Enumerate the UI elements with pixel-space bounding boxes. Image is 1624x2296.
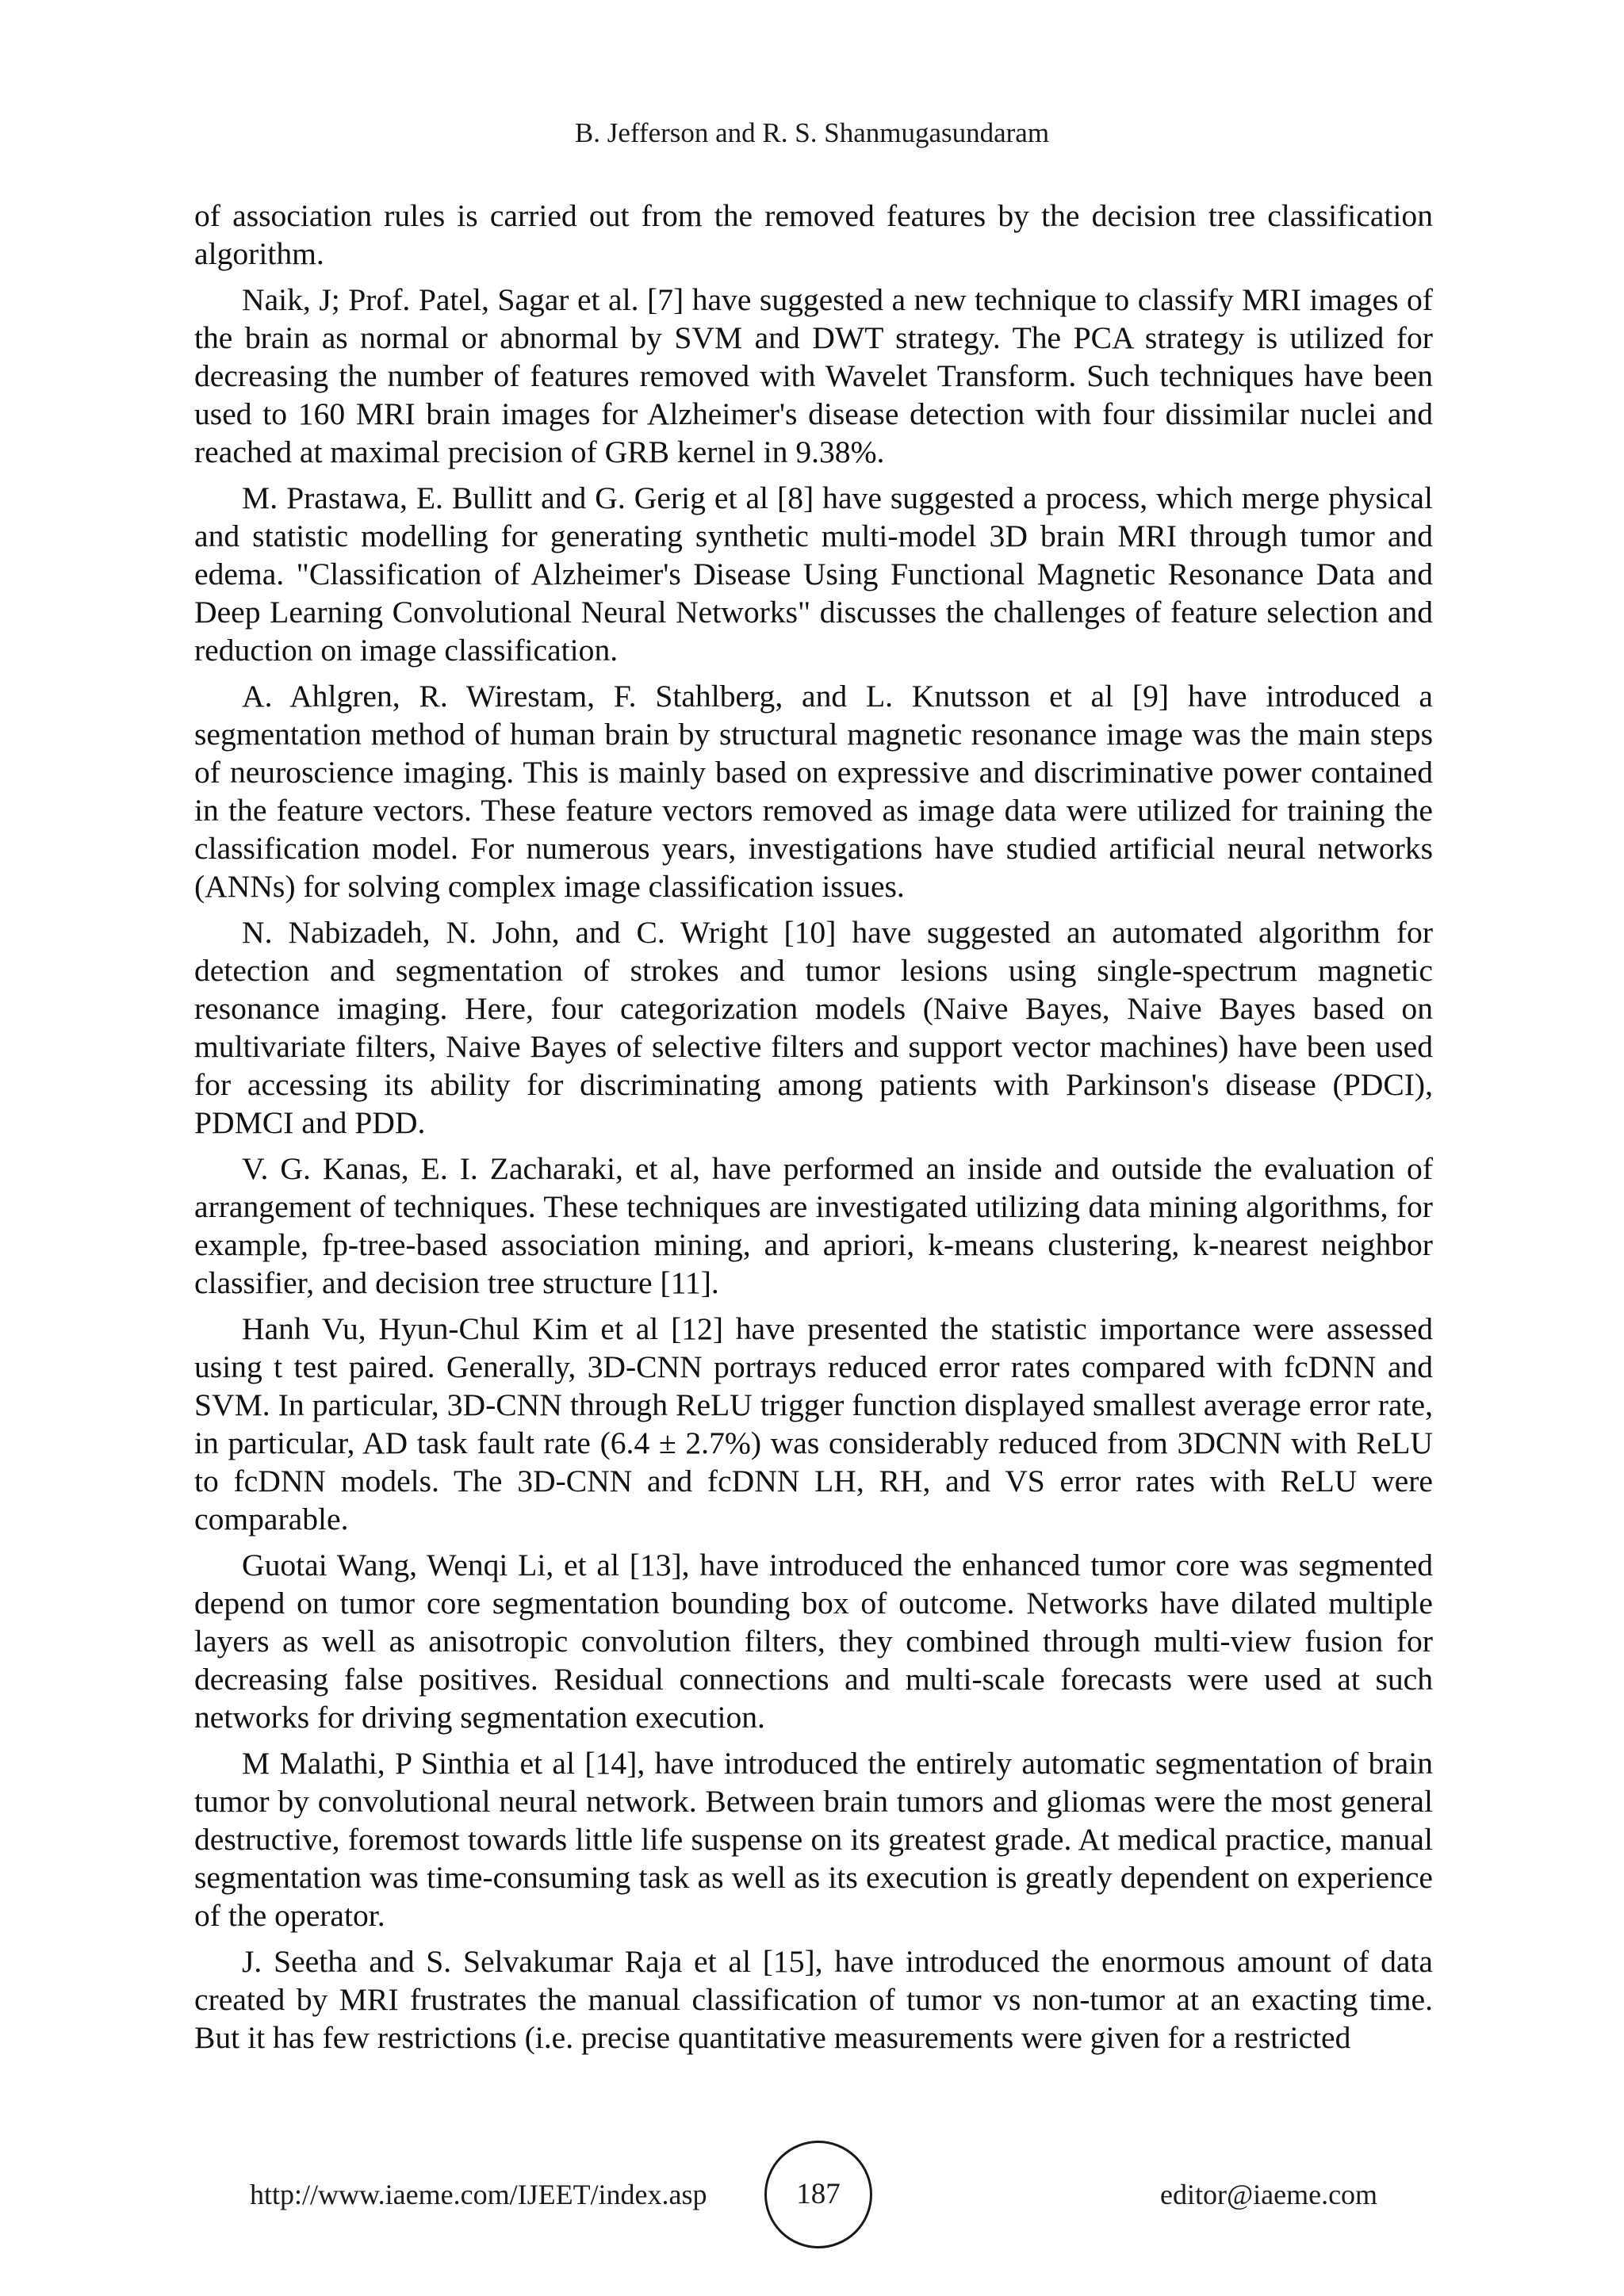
paragraph-ref-8: M. Prastawa, E. Bullitt and G. Gerig et al [8] have suggested a process, which merge physical and statistic modelling for generating synthetic multi-model 3D brain MRI through tumor and edema. "Classification of Alzheimer's Disease Using Functional Magnetic Resonance Data and Deep Learning Convolutional Neural Networks" discusses the challenges of feature selection and reduction on image classification. — [194, 480, 1433, 668]
footer-url-link[interactable]: http://www.iaeme.com/IJEET/index.asp — [250, 2179, 707, 2210]
page-number-badge: 187 — [764, 2141, 872, 2248]
article-body — [194, 197, 1433, 2064]
paragraph-ref-7: Naik, J; Prof. Patel, Sagar et al. [7] have suggested a new technique to classify MRI images of the brain as normal or abnormal by SVM and DWT strategy. The PCA strategy is utilized for decreasing the number of features removed with Wavelet Transform. Such techniques have been used to 160 MRI brain images for Alzheimer's disease detection with four dissimilar nuclei and reached at maximal precision of GRB kernel in 9.38%. — [194, 282, 1433, 469]
paragraph-ref-13: Guotai Wang, Wenqi Li, et al [13], have introduced the enhanced tumor core was segmented depend on tumor core segmentation bounding box of outcome. Networks have dilated multiple layers as well as anisotropic convolution filters, they combined through multi-view fusion for decreasing false positives. Residual connections and multi-scale forecasts were used at such networks for driving segmentation execution. — [194, 1548, 1433, 1735]
paragraph-ref-15: J. Seetha and S. Selvakumar Raja et al [15], have introduced the enormous amount of data created by MRI frustrates the manual classification of tumor vs non-tumor at an exacting time. But it has few restrictions (i.e. precise quantitative measurements were given for a restricted — [194, 1944, 1433, 2055]
paragraph-ref-9: A. Ahlgren, R. Wirestam, F. Stahlberg, and L. Knutsson et al [9] have introduced a segmentation method of human brain by structural magnetic resonance image was the main steps of neuroscience imaging. This is mainly based on expressive and discriminative power contained in the feature vectors. These feature vectors removed as image data were utilized for training the classification model. For numerous years, investigations have studied artificial neural networks (ANNs) for solving complex image classification issues. — [194, 679, 1433, 904]
paragraph-ref-10: N. Nabizadeh, N. John, and C. Wright [10] have suggested an automated algorithm for detection and segmentation of strokes and tumor lesions using single-spectrum magnetic resonance imaging. Here, four categorization models (Naive Bayes, Naive Bayes based on multivariate filters, Naive Bayes of selective filters and support vector machines) have been used for accessing its ability for discriminating among patients with Parkinson's disease (PDCI), PDMCI and PDD. — [194, 915, 1433, 1140]
page-footer — [0, 2141, 1624, 2252]
footer-email-link[interactable]: editor@iaeme.com — [1160, 2179, 1378, 2210]
paragraph-ref-12: Hanh Vu, Hyun-Chul Kim et al [12] have presented the statistic importance were assessed using t test paired. Generally, 3D-CNN portrays reduced error rates compared with fcDNN and SVM. In particular, 3D-CNN through ReLU trigger function displayed smallest average error rate, in particular, AD task fault rate (6.4 ± 2.7%) was considerably reduced from 3DCNN with ReLU to fcDNN models. The 3D-CNN and fcDNN LH, RH, and VS error rates with ReLU were comparable. — [194, 1311, 1433, 1536]
paragraph-ref-14: M Malathi, P Sinthia et al [14], have introduced the entirely automatic segmentation of brain tumor by convolutional neural network. Between brain tumors and gliomas were the most general destructive, foremost towards little life suspense on its greatest grade. At medical practice, manual segmentation was time-consuming task as well as its execution is greatly dependent on experience of the operator. — [194, 1746, 1433, 1933]
running-header: B. Jefferson and R. S. Shanmugasundaram — [574, 117, 1050, 148]
paragraph-continuation: of association rules is carried out from the removed features by the decision tree classification algorithm. — [194, 198, 1433, 271]
paragraph-ref-11: V. G. Kanas, E. I. Zacharaki, et al, have performed an inside and outside the evaluation of arrangement of techniques. These techniques are investigated utilizing data mining algorithms, for example, fp-tree-based association mining, and apriori, k-means clustering, k-nearest neighbor classifier, and decision tree structure [11]. — [194, 1151, 1433, 1300]
